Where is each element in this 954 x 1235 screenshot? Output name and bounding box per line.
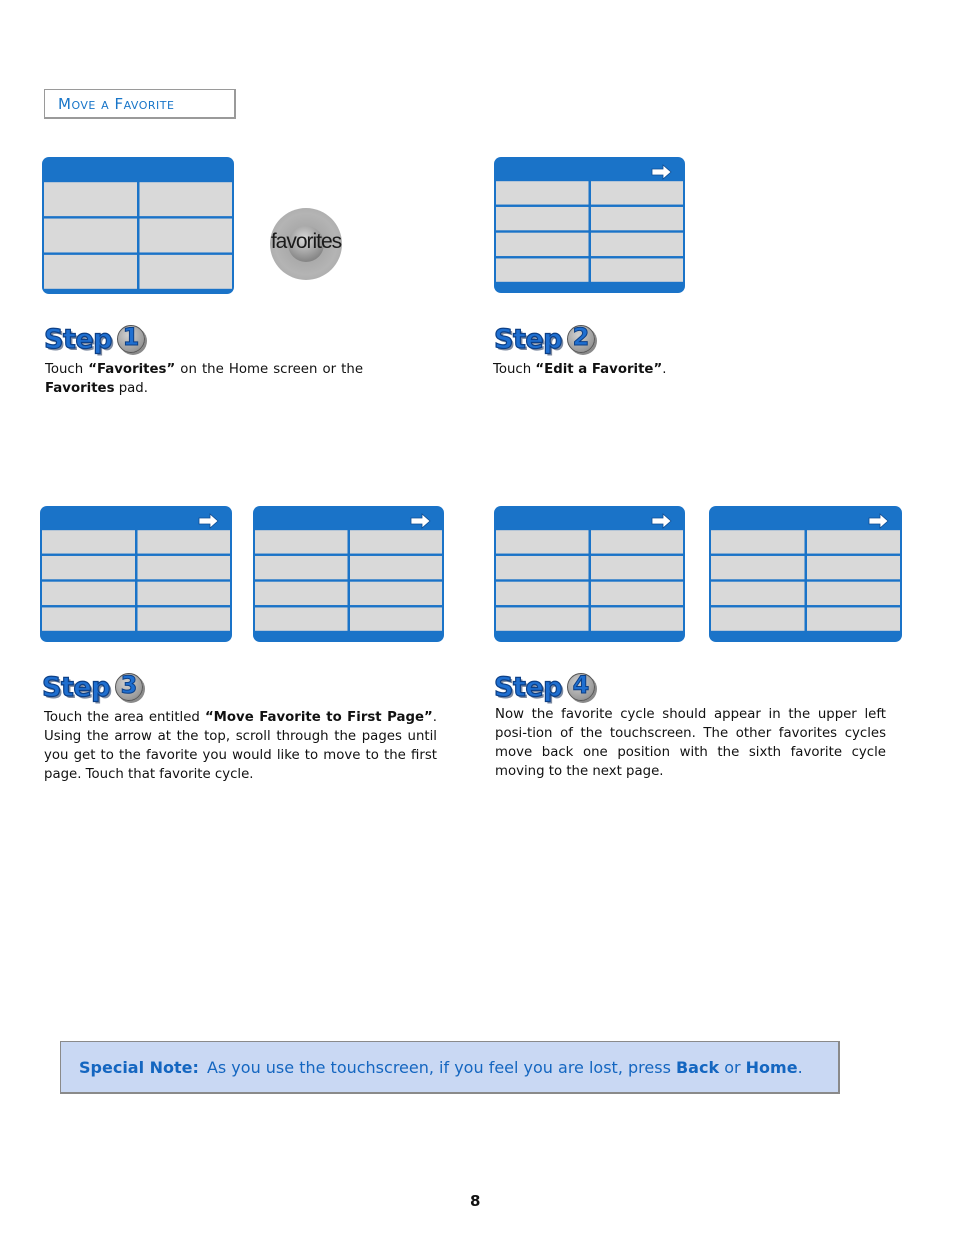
step-2-word: Step (494, 323, 562, 355)
screen-cell (255, 556, 348, 579)
touchscreen-step1 (42, 157, 234, 294)
touchscreen-step2 (494, 157, 685, 293)
step-3-number-badge (115, 673, 143, 701)
touchscreen-frame (494, 157, 685, 293)
step-3-word: Step (42, 671, 110, 703)
step-3-heading (42, 670, 143, 704)
step-3-number: 3 (120, 671, 138, 699)
screen-cell (496, 582, 589, 605)
favorites-button-label: favorites (270, 230, 342, 253)
touchscreen-step4-b (709, 506, 902, 642)
step-2-number: 2 (572, 323, 590, 351)
step-1-number-badge (117, 325, 145, 353)
screen-cell (496, 233, 589, 256)
favorites-button[interactable] (270, 208, 342, 280)
screen-cell (42, 556, 135, 579)
back-label: Back (675, 1057, 720, 1077)
home-label: Home (745, 1057, 798, 1077)
touchscreen-step3-b (253, 506, 444, 642)
step-3-text: Touch the area entitled “Move Favorite to First Page”. Using the arrow at the top, scroll through the pages until you get to the favorite you would like to move to the first page. Touch that favorite cycle. (44, 710, 437, 782)
touchscreen-frame (494, 506, 685, 642)
screen-cell (807, 556, 900, 579)
screen-cell (255, 607, 348, 630)
screen-cell (591, 582, 683, 605)
step-1-text: Touch “Favorites” on the Home screen or the Favorites pad. (45, 362, 363, 396)
screen-cell (255, 530, 348, 553)
step-1-heading (44, 322, 145, 356)
screen-cell (591, 233, 683, 256)
screen-cell (591, 556, 683, 579)
screen-cell (496, 530, 589, 553)
touchscreen-step4-a (494, 506, 685, 642)
touchscreen-frame (40, 506, 232, 642)
screen-cell (496, 258, 589, 281)
step-2-text: Touch “Edit a Favorite”. (493, 362, 667, 377)
screen-cell (591, 607, 683, 630)
screen-cell (591, 181, 683, 204)
screen-cell (138, 556, 231, 579)
step-4-word: Step (494, 671, 562, 703)
screen-cell (140, 255, 233, 289)
step-4-number: 4 (572, 671, 590, 699)
step-4-number-badge (567, 673, 595, 701)
screen-cell (350, 607, 442, 630)
screen-cell (711, 530, 805, 553)
special-note-lead: Special Note: (79, 1057, 199, 1077)
screen-cell (138, 582, 231, 605)
screen-cell (350, 530, 442, 553)
screen-cell (42, 582, 135, 605)
screen-cell (350, 582, 442, 605)
touchscreen-step3-a (40, 506, 232, 642)
step-1-word: Step (44, 323, 112, 355)
screen-cell (496, 607, 589, 630)
screen-cell (44, 182, 137, 216)
step-4-heading (494, 670, 595, 704)
screen-cell (42, 530, 135, 553)
screen-cell (496, 181, 589, 204)
touchscreen-frame (42, 157, 234, 294)
touchscreen-frame (253, 506, 444, 642)
screen-cell (44, 219, 137, 253)
screen-cell (807, 530, 900, 553)
screen-cell (44, 255, 137, 289)
screen-cell (711, 582, 805, 605)
screen-cell (350, 556, 442, 579)
step-2-heading (494, 322, 595, 356)
screen-cell (42, 607, 135, 630)
screen-cell (591, 530, 683, 553)
screen-cell (711, 607, 805, 630)
screen-cell (807, 607, 900, 630)
screen-cell (496, 207, 589, 230)
screen-cell (138, 530, 231, 553)
screen-cell (138, 607, 231, 630)
section-title: Move a Favorite (44, 89, 236, 119)
screen-cell (255, 582, 348, 605)
screen-cell (140, 219, 233, 253)
page-number: 8 (470, 1192, 481, 1210)
screen-cell (591, 258, 683, 281)
touchscreen-frame (709, 506, 902, 642)
step-1-number: 1 (122, 323, 140, 351)
screen-cell (807, 582, 900, 605)
special-note (60, 1041, 840, 1094)
step-4-text: Now the favorite cycle should appear in the upper left posi-tion of the touchscreen. The other favorites cycles move back one position with the sixth favorite cycle moving to the next page. (495, 707, 886, 779)
screen-cell (496, 556, 589, 579)
step-2-number-badge (567, 325, 595, 353)
screen-cell (591, 207, 683, 230)
screen-cell (140, 182, 233, 216)
special-note-text: As you use the touchscreen, if you feel you are lost, press Back or Home. (206, 1057, 803, 1077)
screen-cell (711, 556, 805, 579)
